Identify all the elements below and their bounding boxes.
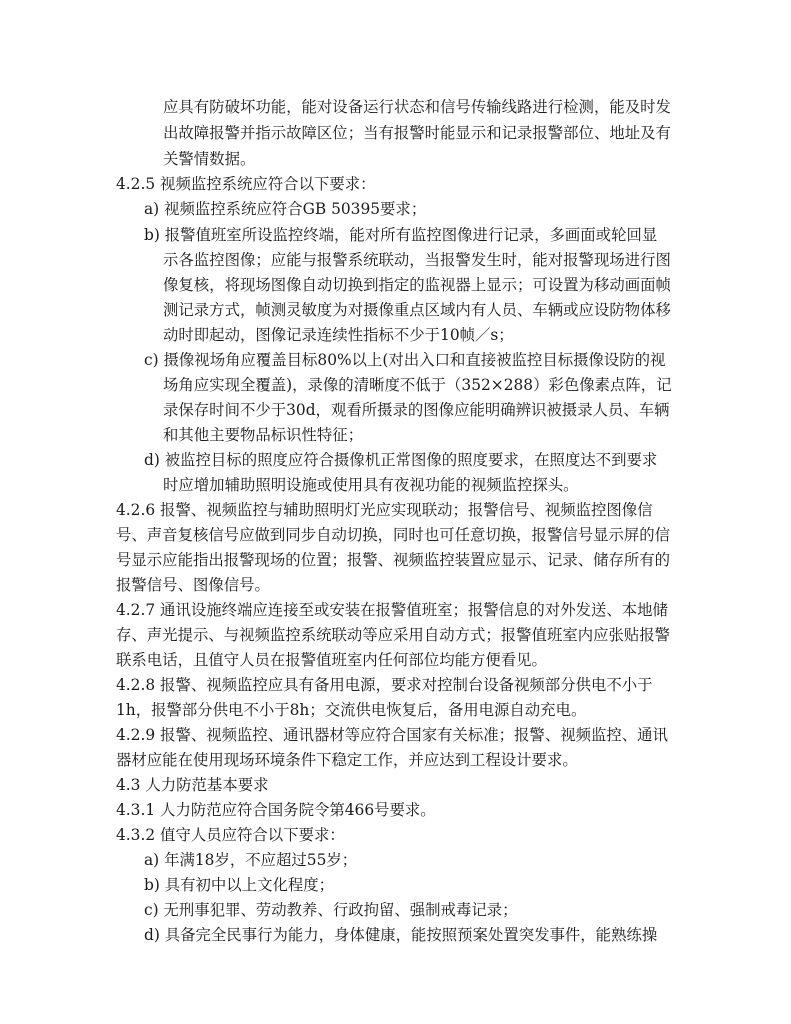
section-heading-4-2-7: 4.2.7 通讯设施终端应连接至或安装在报警值班室；报警信息的对外发送、本地储	[116, 601, 668, 619]
list-item: c) 摄像视场角应覆盖目标80%以上(对出入口和直接被监控目标摄像设防的视	[144, 351, 666, 369]
text-line: 号显示应能指出报警现场的位置；报警、视频监控装置应显示、记录、储存所有的	[116, 551, 671, 569]
text-line: 号、声音复核信号应做到同步自动切换，同时也可任意切换，报警信号显示屏的信	[116, 526, 671, 544]
section-heading-4-2-9: 4.2.9 报警、视频监控、通讯器材等应符合国家有关标准；报警、视频监控、通讯	[116, 726, 668, 744]
list-item: d) 被监控目标的照度应符合摄像机正常图像的照度要求，在照度达不到要求	[144, 451, 658, 469]
text-line: 动时即起动，图像记录连续性指标不少于10帧／s；	[163, 326, 514, 344]
text-line: 像复核，将现场图像自动切换到指定的监视器上显示；可设置为移动画面帧	[163, 276, 671, 294]
list-item: d) 具备完全民事行为能力，身体健康，能按照预案处置突发事件，能熟练操	[144, 926, 658, 944]
text-line: 测记录方式，帧测灵敏度为对摄像重点区域内有人员、车辆或应设防物体移	[163, 301, 671, 319]
text-line: 出故障报警并指示故障区位；当有报警时能显示和记录报警部位、地址及有	[163, 124, 671, 142]
list-item: a) 年满18岁，不应超过55岁；	[144, 851, 358, 869]
text-line: 场角应实现全覆盖)，录像的清晰度不低于（352×288）彩色像素点阵，记	[163, 376, 672, 394]
section-heading-4-3-2: 4.3.2 值守人员应符合以下要求：	[116, 826, 345, 844]
text-line: 器材应能在使用现场环境条件下稳定工作，并应达到工程设计要求。	[116, 751, 578, 769]
text-line: 关警情数据。	[163, 150, 256, 168]
text-line: 示各监控图像；应能与报警系统联动，当报警发生时，能对报警现场进行图	[163, 251, 671, 269]
section-heading-4-2-8: 4.2.8 报警、视频监控应具有备用电源，要求对控制台设备视频部分供电不小于	[116, 676, 653, 694]
list-item: a) 视频监控系统应符合GB 50395要求；	[144, 200, 427, 218]
list-item: c) 无刑事犯罪、劳动教养、行政拘留、强制戒毒记录；	[144, 901, 518, 919]
text-line: 1h，报警部分供电不小于8h；交流供电恢复后，备用电源自动充电。	[116, 701, 587, 719]
section-heading-4-3-1: 4.3.1 人力防范应符合国务院令第466号要求。	[116, 801, 436, 819]
list-item: b) 具有初中以上文化程度；	[144, 876, 335, 894]
text-line: 存、声光提示、与视频监控系统联动等应采用自动方式；报警值班室内应张贴报警	[116, 626, 671, 644]
section-heading-4-3: 4.3 人力防范基本要求	[116, 776, 269, 794]
text-line: 应具有防破坏功能，能对设备运行状态和信号传输线路进行检测，能及时发	[163, 98, 671, 116]
text-line: 联系电话，且值守人员在报警值班室内任何部位均能方便看见。	[116, 651, 547, 669]
text-line: 报警信号、图像信号。	[116, 576, 270, 594]
text-line: 时应增加辅助照明设施或使用具有夜视功能的视频监控探头。	[163, 476, 579, 494]
text-line: 录保存时间不少于30d，观看所摄录的图像应能明确辨识被摄录人员、车辆	[163, 401, 670, 419]
list-item: b) 报警值班室所设监控终端，能对所有监控图像进行记录，多画面或轮回显	[144, 226, 658, 244]
text-line: 和其他主要物品标识性特征；	[163, 426, 364, 444]
section-heading-4-2-6: 4.2.6 报警、视频监控与辅助照明灯光应实现联动；报警信号、视频监控图像信	[116, 501, 653, 519]
section-heading-4-2-5: 4.2.5 视频监控系统应符合以下要求：	[116, 175, 376, 193]
